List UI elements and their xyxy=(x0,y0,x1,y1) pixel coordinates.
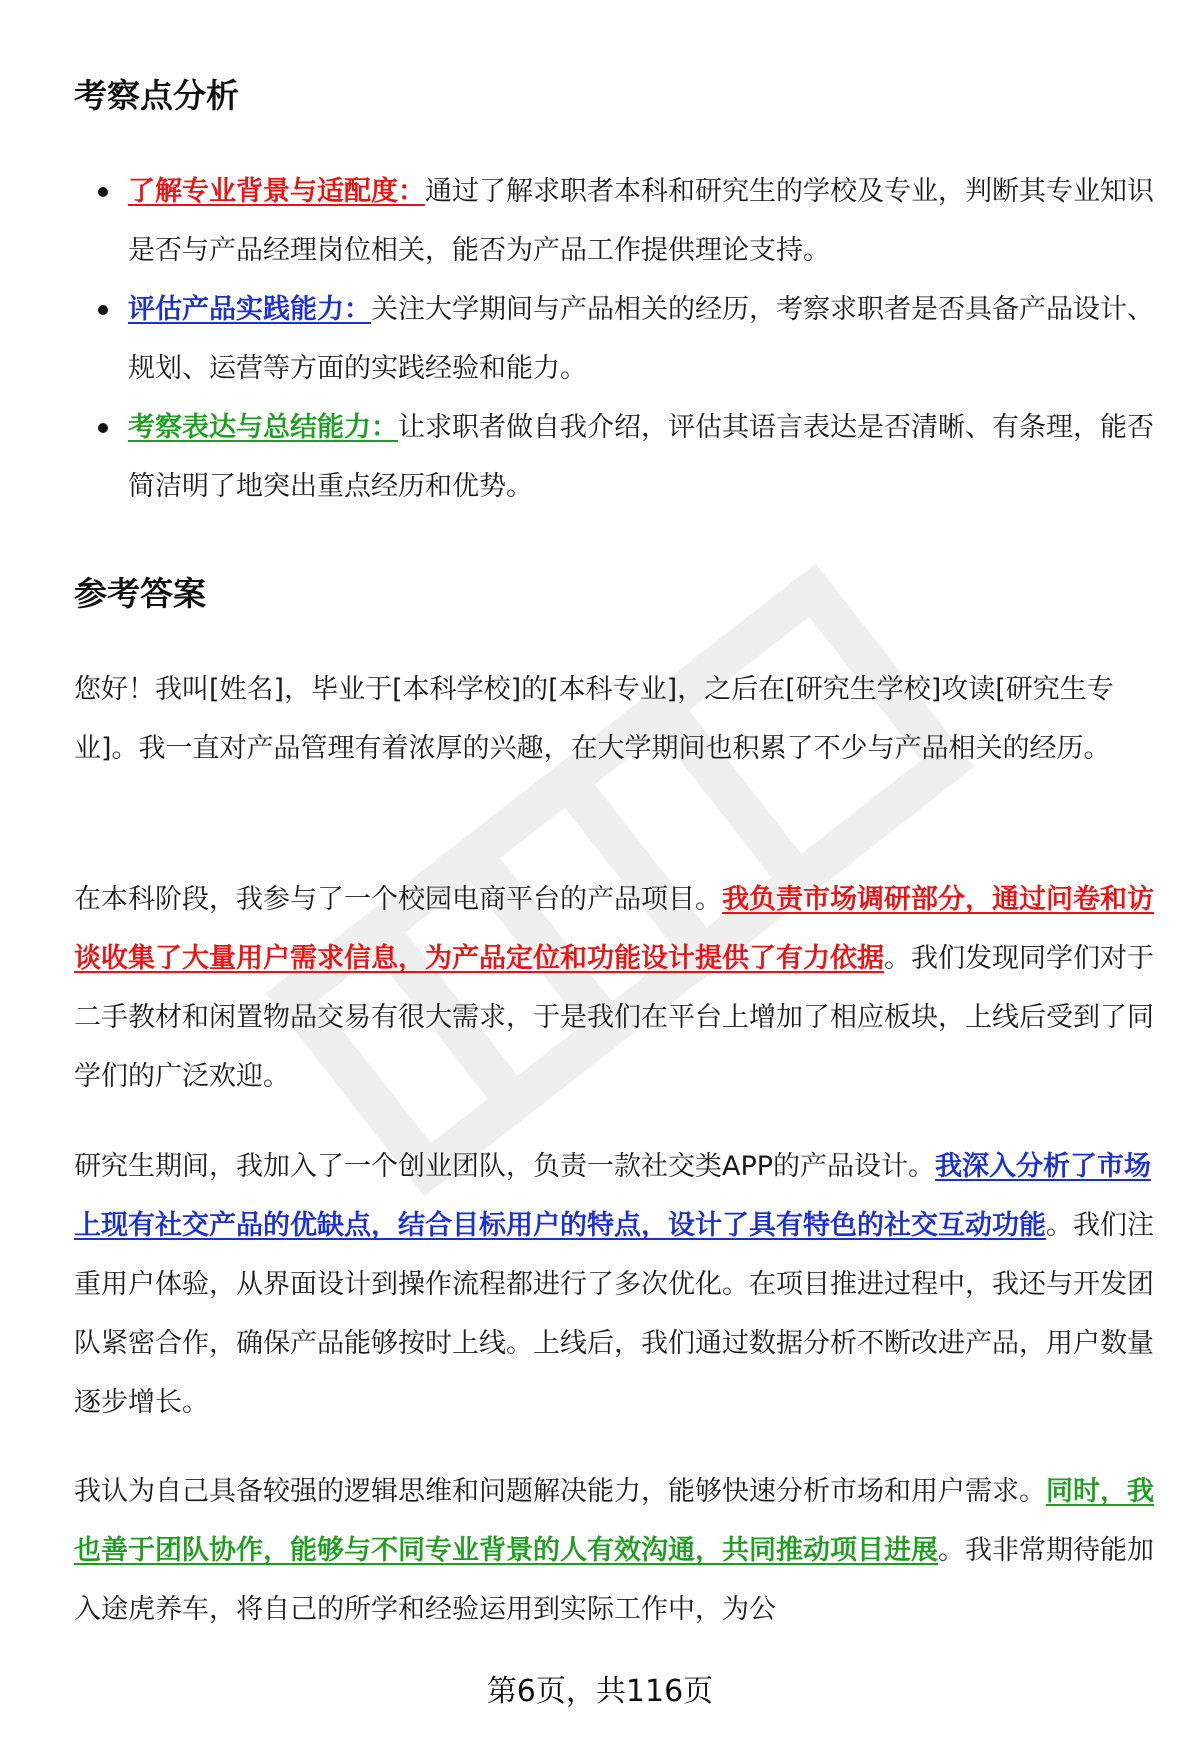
point-label: 评估产品实践能力： xyxy=(128,294,371,325)
highlight-text: 我负责市场调研部分，通过问卷和访谈收集了大量用户需求信息，为产品定位和功能设计提供了有力依据 xyxy=(74,884,1154,974)
bullet-icon xyxy=(98,187,108,197)
highlight-text: 同时，我也善于团队协作，能够与不同专业背景的人有效沟通，共同推动项目进展 xyxy=(74,1476,1154,1566)
paragraph-text: 研究生期间，我加入了一个创业团队，负责一款社交类APP的产品设计。 xyxy=(74,1151,936,1182)
bullet-icon xyxy=(98,305,108,315)
answer-paragraph-intro: 您好！我叫[姓名]，毕业于[本科学校]的[本科专业]，之后在[研究生学校]攻读[研究生专业]。我一直对产品管理有着浓厚的兴趣，在大学期间也积累了不少与产品相关的经历。 xyxy=(74,674,1114,764)
paragraph-text: 在本科阶段，我参与了一个校园电商平台的产品项目。 xyxy=(74,884,722,915)
bullet-icon xyxy=(98,423,108,433)
page-number: 第6页，共116页 xyxy=(486,1674,714,1709)
list-item xyxy=(74,280,1154,398)
section-title-analysis: 考察点分析 xyxy=(74,76,239,115)
point-text: 通过了解求职者本科和研究生的学校及专业，判断其专业知识是否与产品经理岗位相关，能否为产品工作提供理论支持。 xyxy=(128,176,1154,266)
point-text: 让求职者做自我介绍，评估其语言表达是否清晰、有条理，能否简洁明了地突出重点经历和优势。 xyxy=(128,412,1154,502)
paragraph-text: 我认为自己具备较强的逻辑思维和问题解决能力，能够快速分析市场和用户需求。 xyxy=(74,1476,1046,1507)
point-label: 了解专业背景与适配度： xyxy=(128,176,425,207)
answer-paragraph-undergrad xyxy=(74,870,1154,1106)
analysis-point-list xyxy=(74,162,1154,516)
paragraph-text: 。我非常期待能加入途虎养车，将自己的所学和经验运用到实际工作中，为公 xyxy=(74,1535,1154,1625)
answer-paragraph-graduate xyxy=(74,1137,1154,1432)
section-title-answer: 参考答案 xyxy=(74,574,206,613)
point-text: 关注大学期间与产品相关的经历，考察求职者是否具备产品设计、规划、运营等方面的实践经验和能力。 xyxy=(128,294,1154,384)
list-item xyxy=(74,398,1154,516)
paragraph-text: 。我们注重用户体验，从界面设计到操作流程都进行了多次优化。在项目推进过程中，我还与开发团队紧密合作，确保产品能够按时上线。上线后，我们通过数据分析不断改进产品，用户数量逐步增长。 xyxy=(74,1210,1154,1418)
paragraph-text: 。我们发现同学们对于二手教材和闲置物品交易有很大需求，于是我们在平台上增加了相应板块，上线后受到了同学们的广泛欢迎。 xyxy=(74,943,1154,1092)
list-item xyxy=(74,162,1154,280)
highlight-text: 我深入分析了市场上现有社交产品的优缺点，结合目标用户的特点，设计了具有特色的社交互动功能 xyxy=(74,1151,1152,1241)
answer-paragraph-strengths xyxy=(74,1462,1154,1639)
point-label: 考察表达与总结能力： xyxy=(128,412,398,443)
